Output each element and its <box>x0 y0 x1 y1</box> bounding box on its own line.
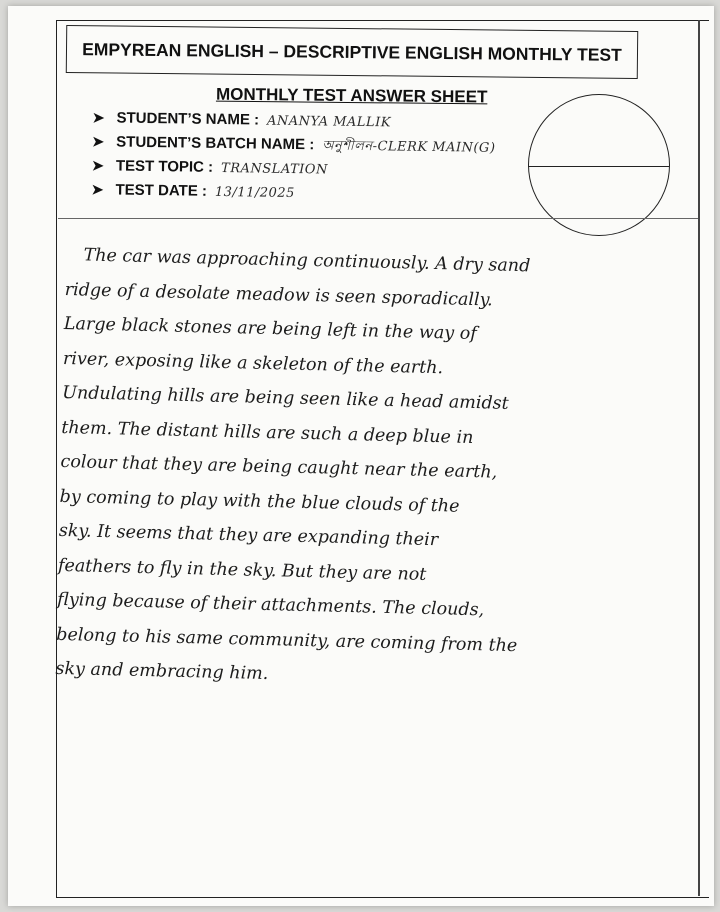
test-date-label: TEST DATE : <box>115 181 208 200</box>
answer-line: sky. It seems that they are expanding their <box>58 520 439 551</box>
answer-line: feathers to fly in the sky. But they are not <box>57 555 427 585</box>
student-info <box>91 109 496 211</box>
answer-line: by coming to play with the blue clouds of the <box>59 486 460 517</box>
arrow-bullet-icon: ➤ <box>91 181 104 198</box>
answer-line: them. The distant hills are such a deep blue in <box>61 417 474 448</box>
answer-line: sky and embracing him. <box>55 658 269 685</box>
arrow-bullet-icon: ➤ <box>92 133 105 150</box>
answer-line: colour that they are being caught near the earth, <box>60 451 498 483</box>
student-name-label: STUDENT’S NAME : <box>116 109 260 129</box>
test-title <box>66 25 638 79</box>
arrow-bullet-icon: ➤ <box>92 109 105 126</box>
batch-name-label: STUDENT’S BATCH NAME : <box>116 133 315 154</box>
answer-line: belong to his same community, are coming from the <box>56 624 518 656</box>
student-name-value: ANANYA MALLIK <box>266 113 392 131</box>
marks-circle-divider <box>528 166 669 167</box>
answer-line: The car was approaching continuously. A dry sand <box>83 245 531 277</box>
test-topic-value: TRANSLATION <box>221 160 328 178</box>
test-date-value: 13/11/2025 <box>214 184 295 202</box>
answer-line: Undulating hills are being seen like a head amidst <box>61 382 509 414</box>
marks-circle <box>528 94 670 236</box>
test-topic-label: TEST TOPIC : <box>115 157 214 176</box>
answer-line: river, exposing like a skeleton of the earth. <box>62 348 444 378</box>
batch-name-value: অনুশীলন-CLERK MAIN(G) <box>322 138 496 156</box>
right-border <box>698 20 700 896</box>
handwritten-answer <box>55 238 656 701</box>
answer-line: flying because of their attachments. The clouds, <box>56 589 485 621</box>
header-divider <box>58 218 698 219</box>
sheet-subtitle: MONTHLY TEST ANSWER SHEET <box>215 84 488 107</box>
test-title-text: EMPYREAN ENGLISH – DESCRIPTIVE ENGLISH MONTHLY TEST <box>82 38 622 65</box>
answer-line: Large black stones are being left in the way of <box>63 313 477 345</box>
answer-line: ridge of a desolate meadow is seen sporadically. <box>64 279 493 310</box>
arrow-bullet-icon: ➤ <box>91 157 104 174</box>
answer-sheet <box>8 6 714 906</box>
